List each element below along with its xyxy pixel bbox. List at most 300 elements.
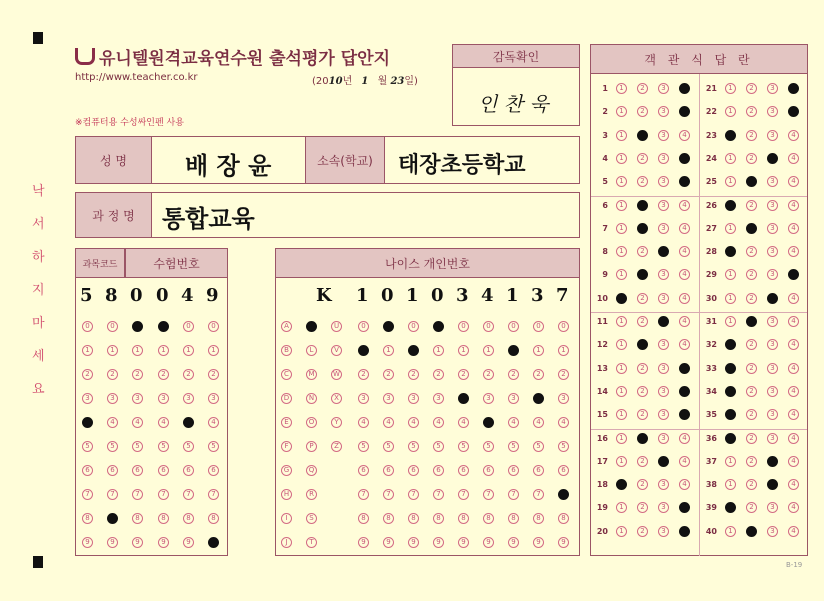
answer-bubble[interactable]: 2 <box>637 526 648 537</box>
exam-bubble[interactable]: 8 <box>208 513 219 524</box>
neis-digit-bubble[interactable]: 5 <box>433 441 444 452</box>
answer-bubble[interactable]: 1 <box>616 200 627 211</box>
exam-bubble[interactable] <box>107 513 118 524</box>
neis-digit-bubble[interactable]: 2 <box>558 369 569 380</box>
neis-digit-bubble[interactable]: 0 <box>358 321 369 332</box>
exam-bubble[interactable]: 3 <box>107 393 118 404</box>
neis-letter-bubble[interactable]: Z <box>331 441 342 452</box>
answer-bubble[interactable]: 1 <box>616 83 627 94</box>
answer-bubble[interactable]: 4 <box>788 246 799 257</box>
exam-bubble[interactable]: 6 <box>158 465 169 476</box>
answer-bubble[interactable]: 2 <box>637 83 648 94</box>
neis-digit-bubble[interactable]: 6 <box>558 465 569 476</box>
answer-bubble[interactable]: 2 <box>746 130 757 141</box>
neis-digit-bubble[interactable]: 8 <box>358 513 369 524</box>
answer-bubble[interactable]: 4 <box>679 200 690 211</box>
neis-digit-bubble[interactable]: 8 <box>533 513 544 524</box>
neis-digit-bubble[interactable]: 9 <box>558 537 569 548</box>
neis-digit-bubble[interactable]: 8 <box>458 513 469 524</box>
exam-bubble[interactable]: 2 <box>132 369 143 380</box>
exam-bubble[interactable] <box>158 321 169 332</box>
answer-bubble[interactable] <box>679 386 690 397</box>
exam-bubble[interactable]: 4 <box>132 417 143 428</box>
exam-bubble[interactable]: 3 <box>132 393 143 404</box>
exam-bubble[interactable]: 1 <box>208 345 219 356</box>
exam-bubble[interactable]: 4 <box>158 417 169 428</box>
answer-bubble[interactable]: 3 <box>658 479 669 490</box>
answer-bubble[interactable]: 2 <box>746 246 757 257</box>
neis-digit-bubble[interactable]: 2 <box>483 369 494 380</box>
neis-letter-bubble[interactable]: O <box>306 417 317 428</box>
neis-digit-bubble[interactable]: 9 <box>433 537 444 548</box>
neis-digit-bubble[interactable] <box>358 345 369 356</box>
neis-digit-bubble[interactable]: 2 <box>433 369 444 380</box>
answer-bubble[interactable]: 3 <box>767 269 778 280</box>
neis-digit-bubble[interactable]: 3 <box>483 393 494 404</box>
answer-bubble[interactable] <box>679 153 690 164</box>
exam-bubble[interactable]: 4 <box>208 417 219 428</box>
neis-digit-bubble[interactable]: 8 <box>383 513 394 524</box>
neis-digit-bubble[interactable] <box>533 393 544 404</box>
answer-bubble[interactable]: 4 <box>788 502 799 513</box>
answer-bubble[interactable]: 1 <box>616 433 627 444</box>
answer-bubble[interactable]: 1 <box>616 106 627 117</box>
neis-digit-bubble[interactable]: 4 <box>508 417 519 428</box>
neis-digit-bubble[interactable]: 7 <box>433 489 444 500</box>
answer-bubble[interactable]: 3 <box>767 409 778 420</box>
answer-bubble[interactable]: 4 <box>679 433 690 444</box>
answer-bubble[interactable]: 2 <box>637 502 648 513</box>
answer-bubble[interactable]: 2 <box>637 409 648 420</box>
answer-bubble[interactable] <box>637 433 648 444</box>
exam-bubble[interactable]: 7 <box>158 489 169 500</box>
answer-bubble[interactable]: 3 <box>658 433 669 444</box>
answer-bubble[interactable]: 1 <box>725 479 736 490</box>
neis-letter-bubble[interactable]: M <box>306 369 317 380</box>
answer-bubble[interactable]: 3 <box>767 363 778 374</box>
answer-bubble[interactable]: 2 <box>637 246 648 257</box>
neis-digit-bubble[interactable]: 7 <box>408 489 419 500</box>
neis-digit-bubble[interactable]: 7 <box>383 489 394 500</box>
neis-digit-bubble[interactable] <box>383 321 394 332</box>
neis-digit-bubble[interactable]: 2 <box>383 369 394 380</box>
neis-digit-bubble[interactable]: 9 <box>458 537 469 548</box>
exam-bubble[interactable]: 2 <box>107 369 118 380</box>
answer-bubble[interactable]: 4 <box>788 386 799 397</box>
neis-digit-bubble[interactable]: 4 <box>558 417 569 428</box>
neis-digit-bubble[interactable]: 2 <box>458 369 469 380</box>
answer-bubble[interactable]: 1 <box>616 502 627 513</box>
neis-letter-bubble[interactable]: V <box>331 345 342 356</box>
answer-bubble[interactable]: 3 <box>658 223 669 234</box>
exam-bubble[interactable] <box>82 417 93 428</box>
neis-digit-bubble[interactable]: 9 <box>508 537 519 548</box>
answer-bubble[interactable]: 2 <box>746 363 757 374</box>
answer-bubble[interactable]: 1 <box>616 153 627 164</box>
neis-digit-bubble[interactable]: 4 <box>408 417 419 428</box>
neis-letter-bubble[interactable]: G <box>281 465 292 476</box>
answer-bubble[interactable]: 4 <box>679 339 690 350</box>
exam-bubble[interactable]: 4 <box>107 417 118 428</box>
answer-bubble[interactable]: 1 <box>725 153 736 164</box>
neis-digit-bubble[interactable]: 0 <box>533 321 544 332</box>
answer-bubble[interactable]: 3 <box>658 386 669 397</box>
exam-bubble[interactable]: 3 <box>158 393 169 404</box>
neis-digit-bubble[interactable]: 7 <box>458 489 469 500</box>
neis-digit-bubble[interactable]: 2 <box>508 369 519 380</box>
neis-digit-bubble[interactable]: 4 <box>383 417 394 428</box>
neis-digit-bubble[interactable]: 7 <box>508 489 519 500</box>
answer-bubble[interactable]: 1 <box>725 176 736 187</box>
answer-bubble[interactable]: 2 <box>746 153 757 164</box>
exam-bubble[interactable]: 3 <box>183 393 194 404</box>
answer-bubble[interactable]: 4 <box>788 526 799 537</box>
answer-bubble[interactable]: 4 <box>788 363 799 374</box>
exam-bubble[interactable]: 7 <box>183 489 194 500</box>
answer-bubble[interactable]: 3 <box>658 200 669 211</box>
answer-bubble[interactable]: 1 <box>725 316 736 327</box>
answer-bubble[interactable]: 1 <box>725 223 736 234</box>
answer-bubble[interactable]: 2 <box>637 456 648 467</box>
exam-bubble[interactable]: 5 <box>208 441 219 452</box>
neis-letter-bubble[interactable]: H <box>281 489 292 500</box>
neis-digit-bubble[interactable]: 4 <box>533 417 544 428</box>
neis-digit-bubble[interactable]: 4 <box>458 417 469 428</box>
answer-bubble[interactable]: 2 <box>637 153 648 164</box>
neis-digit-bubble[interactable]: 7 <box>358 489 369 500</box>
neis-digit-bubble[interactable]: 1 <box>383 345 394 356</box>
neis-digit-bubble[interactable]: 2 <box>408 369 419 380</box>
neis-digit-bubble[interactable]: 3 <box>358 393 369 404</box>
neis-letter-bubble[interactable] <box>306 321 317 332</box>
answer-bubble[interactable]: 3 <box>658 363 669 374</box>
neis-digit-bubble[interactable]: 5 <box>533 441 544 452</box>
exam-bubble[interactable]: 1 <box>82 345 93 356</box>
neis-digit-bubble[interactable]: 9 <box>383 537 394 548</box>
answer-bubble[interactable]: 1 <box>616 130 627 141</box>
answer-bubble[interactable] <box>679 526 690 537</box>
neis-digit-bubble[interactable]: 3 <box>383 393 394 404</box>
answer-bubble[interactable]: 4 <box>679 130 690 141</box>
exam-bubble[interactable]: 8 <box>158 513 169 524</box>
answer-bubble[interactable]: 2 <box>746 502 757 513</box>
exam-bubble[interactable]: 2 <box>183 369 194 380</box>
neis-digit-bubble[interactable]: 8 <box>483 513 494 524</box>
answer-bubble[interactable]: 2 <box>746 269 757 280</box>
exam-bubble[interactable]: 1 <box>107 345 118 356</box>
exam-bubble[interactable]: 5 <box>107 441 118 452</box>
exam-bubble[interactable]: 6 <box>82 465 93 476</box>
answer-bubble[interactable]: 2 <box>637 106 648 117</box>
neis-digit-bubble[interactable]: 3 <box>508 393 519 404</box>
exam-bubble[interactable]: 5 <box>158 441 169 452</box>
answer-bubble[interactable]: 3 <box>767 130 778 141</box>
answer-bubble[interactable]: 4 <box>788 409 799 420</box>
neis-digit-bubble[interactable]: 5 <box>483 441 494 452</box>
answer-bubble[interactable]: 4 <box>679 223 690 234</box>
neis-letter-bubble[interactable]: P <box>306 441 317 452</box>
exam-bubble[interactable]: 9 <box>183 537 194 548</box>
exam-bubble[interactable]: 9 <box>158 537 169 548</box>
answer-bubble[interactable]: 3 <box>767 316 778 327</box>
answer-bubble[interactable]: 2 <box>746 200 757 211</box>
exam-bubble[interactable]: 6 <box>183 465 194 476</box>
answer-bubble[interactable]: 1 <box>616 386 627 397</box>
neis-letter-bubble[interactable]: N <box>306 393 317 404</box>
answer-bubble[interactable] <box>767 153 778 164</box>
answer-bubble[interactable]: 2 <box>746 433 757 444</box>
answer-bubble[interactable] <box>788 83 799 94</box>
neis-digit-bubble[interactable]: 5 <box>408 441 419 452</box>
answer-bubble[interactable]: 2 <box>746 479 757 490</box>
answer-bubble[interactable]: 2 <box>746 83 757 94</box>
answer-bubble[interactable]: 4 <box>788 339 799 350</box>
answer-bubble[interactable] <box>767 456 778 467</box>
neis-digit-bubble[interactable]: 3 <box>408 393 419 404</box>
answer-bubble[interactable]: 2 <box>746 339 757 350</box>
exam-bubble[interactable]: 2 <box>208 369 219 380</box>
answer-bubble[interactable]: 3 <box>767 339 778 350</box>
exam-bubble[interactable]: 3 <box>208 393 219 404</box>
neis-digit-bubble[interactable]: 5 <box>458 441 469 452</box>
neis-digit-bubble[interactable]: 8 <box>558 513 569 524</box>
answer-bubble[interactable] <box>637 223 648 234</box>
neis-digit-bubble[interactable]: 5 <box>508 441 519 452</box>
answer-bubble[interactable] <box>725 433 736 444</box>
answer-bubble[interactable]: 2 <box>637 363 648 374</box>
answer-bubble[interactable]: 2 <box>746 293 757 304</box>
neis-digit-bubble[interactable]: 6 <box>458 465 469 476</box>
neis-digit-bubble[interactable]: 1 <box>433 345 444 356</box>
answer-bubble[interactable] <box>637 200 648 211</box>
answer-bubble[interactable] <box>679 363 690 374</box>
answer-bubble[interactable]: 3 <box>658 269 669 280</box>
exam-bubble[interactable]: 1 <box>132 345 143 356</box>
exam-bubble[interactable]: 9 <box>82 537 93 548</box>
answer-bubble[interactable]: 4 <box>679 479 690 490</box>
neis-letter-bubble[interactable]: X <box>331 393 342 404</box>
neis-digit-bubble[interactable]: 0 <box>483 321 494 332</box>
exam-bubble[interactable]: 6 <box>107 465 118 476</box>
neis-letter-bubble[interactable]: J <box>281 537 292 548</box>
answer-bubble[interactable]: 1 <box>725 293 736 304</box>
neis-letter-bubble[interactable]: E <box>281 417 292 428</box>
answer-bubble[interactable]: 1 <box>725 83 736 94</box>
neis-digit-bubble[interactable]: 5 <box>358 441 369 452</box>
exam-bubble[interactable]: 5 <box>132 441 143 452</box>
exam-bubble[interactable]: 1 <box>158 345 169 356</box>
answer-bubble[interactable]: 3 <box>658 409 669 420</box>
exam-bubble[interactable] <box>183 417 194 428</box>
neis-digit-bubble[interactable]: 2 <box>358 369 369 380</box>
answer-bubble[interactable]: 3 <box>767 106 778 117</box>
exam-bubble[interactable]: 1 <box>183 345 194 356</box>
answer-bubble[interactable]: 3 <box>658 526 669 537</box>
neis-letter-bubble[interactable]: U <box>331 321 342 332</box>
neis-digit-bubble[interactable]: 7 <box>483 489 494 500</box>
answer-bubble[interactable]: 4 <box>679 269 690 280</box>
answer-bubble[interactable]: 2 <box>746 456 757 467</box>
neis-letter-bubble[interactable]: W <box>331 369 342 380</box>
exam-bubble[interactable]: 7 <box>132 489 143 500</box>
answer-bubble[interactable]: 4 <box>788 316 799 327</box>
answer-bubble[interactable]: 4 <box>788 130 799 141</box>
answer-bubble[interactable] <box>767 293 778 304</box>
neis-digit-bubble[interactable]: 6 <box>383 465 394 476</box>
neis-digit-bubble[interactable]: 5 <box>383 441 394 452</box>
exam-bubble[interactable]: 8 <box>132 513 143 524</box>
exam-bubble[interactable]: 5 <box>82 441 93 452</box>
neis-digit-bubble[interactable]: 1 <box>533 345 544 356</box>
neis-digit-bubble[interactable]: 1 <box>483 345 494 356</box>
neis-digit-bubble[interactable]: 2 <box>533 369 544 380</box>
neis-digit-bubble[interactable]: 9 <box>533 537 544 548</box>
exam-bubble[interactable]: 9 <box>107 537 118 548</box>
neis-digit-bubble[interactable]: 7 <box>533 489 544 500</box>
answer-bubble[interactable]: 4 <box>788 200 799 211</box>
answer-bubble[interactable]: 2 <box>637 386 648 397</box>
answer-bubble[interactable]: 3 <box>767 433 778 444</box>
neis-digit-bubble[interactable]: 1 <box>558 345 569 356</box>
neis-digit-bubble[interactable] <box>433 321 444 332</box>
neis-digit-bubble[interactable] <box>508 345 519 356</box>
neis-digit-bubble[interactable]: 5 <box>558 441 569 452</box>
neis-letter-bubble[interactable]: Y <box>331 417 342 428</box>
neis-letter-bubble[interactable]: I <box>281 513 292 524</box>
answer-bubble[interactable]: 4 <box>788 293 799 304</box>
exam-bubble[interactable]: 3 <box>82 393 93 404</box>
answer-bubble[interactable]: 1 <box>725 456 736 467</box>
answer-bubble[interactable]: 1 <box>725 526 736 537</box>
neis-digit-bubble[interactable]: 0 <box>558 321 569 332</box>
answer-bubble[interactable]: 4 <box>679 456 690 467</box>
answer-bubble[interactable] <box>725 130 736 141</box>
neis-digit-bubble[interactable]: 0 <box>408 321 419 332</box>
exam-bubble[interactable]: 7 <box>82 489 93 500</box>
neis-digit-bubble[interactable]: 0 <box>508 321 519 332</box>
answer-bubble[interactable]: 3 <box>658 153 669 164</box>
answer-bubble[interactable]: 1 <box>616 456 627 467</box>
answer-bubble[interactable]: 3 <box>658 106 669 117</box>
answer-bubble[interactable] <box>679 83 690 94</box>
neis-letter-bubble[interactable]: B <box>281 345 292 356</box>
exam-bubble[interactable] <box>208 537 219 548</box>
answer-bubble[interactable]: 4 <box>788 433 799 444</box>
neis-letter-bubble[interactable]: Q <box>306 465 317 476</box>
answer-bubble[interactable]: 3 <box>658 130 669 141</box>
answer-bubble[interactable]: 3 <box>767 386 778 397</box>
exam-bubble[interactable]: 2 <box>82 369 93 380</box>
answer-bubble[interactable]: 1 <box>616 176 627 187</box>
answer-bubble[interactable]: 3 <box>767 200 778 211</box>
exam-bubble[interactable]: 7 <box>107 489 118 500</box>
answer-bubble[interactable]: 2 <box>746 409 757 420</box>
neis-digit-bubble[interactable]: 1 <box>458 345 469 356</box>
neis-digit-bubble[interactable]: 8 <box>433 513 444 524</box>
exam-bubble[interactable] <box>132 321 143 332</box>
exam-bubble[interactable]: 5 <box>183 441 194 452</box>
neis-digit-bubble[interactable]: 9 <box>358 537 369 548</box>
answer-bubble[interactable]: 2 <box>637 316 648 327</box>
neis-digit-bubble[interactable] <box>483 417 494 428</box>
neis-digit-bubble[interactable]: 6 <box>533 465 544 476</box>
answer-bubble[interactable]: 2 <box>637 293 648 304</box>
answer-bubble[interactable]: 3 <box>767 83 778 94</box>
answer-bubble[interactable] <box>658 316 669 327</box>
answer-bubble[interactable]: 1 <box>616 316 627 327</box>
answer-bubble[interactable]: 4 <box>788 479 799 490</box>
answer-bubble[interactable]: 2 <box>746 386 757 397</box>
neis-digit-bubble[interactable]: 3 <box>433 393 444 404</box>
exam-bubble[interactable]: 8 <box>183 513 194 524</box>
answer-bubble[interactable]: 4 <box>788 176 799 187</box>
neis-digit-bubble[interactable]: 8 <box>508 513 519 524</box>
neis-digit-bubble[interactable]: 0 <box>458 321 469 332</box>
exam-bubble[interactable]: 8 <box>82 513 93 524</box>
answer-bubble[interactable]: 3 <box>658 293 669 304</box>
exam-bubble[interactable]: 0 <box>82 321 93 332</box>
answer-bubble[interactable]: 1 <box>616 269 627 280</box>
answer-bubble[interactable]: 4 <box>788 153 799 164</box>
answer-bubble[interactable]: 1 <box>616 223 627 234</box>
neis-letter-bubble[interactable]: R <box>306 489 317 500</box>
answer-bubble[interactable]: 3 <box>658 176 669 187</box>
answer-bubble[interactable]: 4 <box>788 223 799 234</box>
answer-bubble[interactable]: 4 <box>679 293 690 304</box>
answer-bubble[interactable]: 4 <box>679 316 690 327</box>
answer-bubble[interactable]: 3 <box>658 502 669 513</box>
neis-digit-bubble[interactable]: 9 <box>483 537 494 548</box>
neis-letter-bubble[interactable]: T <box>306 537 317 548</box>
exam-bubble[interactable]: 9 <box>132 537 143 548</box>
answer-bubble[interactable]: 2 <box>746 106 757 117</box>
answer-bubble[interactable]: 3 <box>767 526 778 537</box>
neis-letter-bubble[interactable]: D <box>281 393 292 404</box>
neis-digit-bubble[interactable]: 8 <box>408 513 419 524</box>
answer-bubble[interactable]: 1 <box>616 363 627 374</box>
answer-bubble[interactable] <box>616 293 627 304</box>
answer-bubble[interactable]: 1 <box>725 269 736 280</box>
answer-bubble[interactable]: 1 <box>725 106 736 117</box>
answer-bubble[interactable] <box>725 363 736 374</box>
answer-bubble[interactable]: 4 <box>679 246 690 257</box>
neis-digit-bubble[interactable]: 4 <box>433 417 444 428</box>
answer-bubble[interactable] <box>725 200 736 211</box>
exam-bubble[interactable]: 2 <box>158 369 169 380</box>
answer-bubble[interactable]: 3 <box>767 176 778 187</box>
answer-bubble[interactable]: 1 <box>616 526 627 537</box>
neis-digit-bubble[interactable]: 6 <box>408 465 419 476</box>
neis-digit-bubble[interactable]: 9 <box>408 537 419 548</box>
answer-bubble[interactable] <box>746 223 757 234</box>
answer-bubble[interactable] <box>746 316 757 327</box>
neis-letter-bubble[interactable]: L <box>306 345 317 356</box>
neis-letter-bubble[interactable]: A <box>281 321 292 332</box>
answer-bubble[interactable]: 4 <box>788 456 799 467</box>
exam-bubble[interactable]: 0 <box>183 321 194 332</box>
answer-bubble[interactable]: 3 <box>658 83 669 94</box>
answer-bubble[interactable]: 1 <box>616 339 627 350</box>
neis-digit-bubble[interactable] <box>558 489 569 500</box>
neis-digit-bubble[interactable] <box>408 345 419 356</box>
exam-bubble[interactable]: 7 <box>208 489 219 500</box>
neis-digit-bubble[interactable]: 6 <box>433 465 444 476</box>
exam-bubble[interactable]: 6 <box>132 465 143 476</box>
exam-bubble[interactable]: 0 <box>208 321 219 332</box>
answer-bubble[interactable]: 3 <box>767 246 778 257</box>
answer-bubble[interactable]: 3 <box>658 339 669 350</box>
answer-bubble[interactable] <box>637 130 648 141</box>
